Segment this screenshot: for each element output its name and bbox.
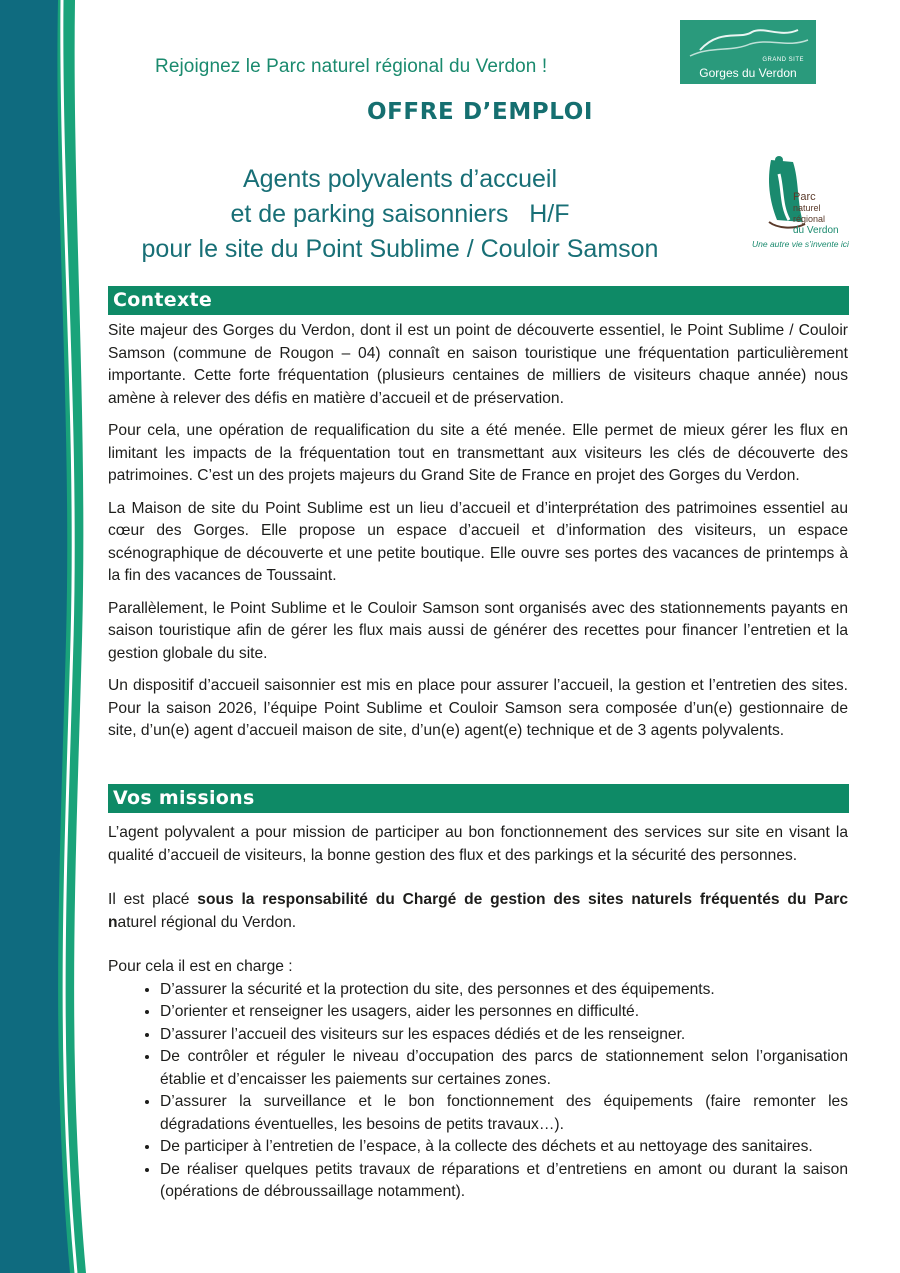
parc-name-line: naturel <box>793 203 821 213</box>
parc-name <box>793 192 839 236</box>
logo-grand-site-label: GRAND SITE <box>762 57 804 63</box>
missions-list <box>108 979 848 1204</box>
mission-item: • De réaliser quelques petits travaux de réparations et d’entretiens en amont ou durant la saison (opérations de débroussaillage notamment). <box>160 1159 848 1204</box>
mission-item: • D’assurer l’accueil des visiteurs sur les espaces dédiés et de les renseigner. <box>160 1024 848 1047</box>
charge-intro: Pour cela il est en charge : <box>108 958 293 975</box>
section-heading-missions: Vos missions <box>108 784 849 813</box>
contexte-paragraph: Parallèlement, le Point Sublime et le Couloir Samson sont organisés avec des stationnements payants en saison touristique afin de gérer les flux mais aussi de générer des recettes pour financer l’entretien et la gestion globale du site. <box>108 599 848 662</box>
mission-item: • D’assurer la sécurité et la protection du site, des personnes et des équipements. <box>160 979 848 1002</box>
offer-label: OFFRE D’EMPLOI <box>366 99 594 125</box>
logo-gorges-label: Gorges du Verdon <box>699 66 797 80</box>
job-title-line: pour le site du Point Sublime / Couloir Samson <box>141 235 659 263</box>
gorges-du-verdon-logo <box>680 20 816 84</box>
parc-motto: Une autre vie s’invente ici <box>752 239 849 249</box>
mission-item: • De contrôler et réguler le niveau d’occupation des parcs de stationnement selon l’organisation établie et d’encaisser les paiements sur certaines zones. <box>160 1046 848 1091</box>
job-title-line: et de parking saisonniers H/F <box>230 200 570 228</box>
mission-item: • D’assurer la surveillance et le bon fonctionnement des équipements (faire remonter les dégradations éventuelles, les besoins de petits travaux…). <box>160 1091 848 1136</box>
mission-item: • De participer à l’entretien de l’espace, à la collecte des déchets et au nettoyage des sanitaires. <box>160 1136 848 1159</box>
section-heading-contexte: Contexte <box>108 286 849 315</box>
placement-prefix: Il est placé <box>108 891 198 908</box>
header-tagline: Rejoignez le Parc naturel régional du Verdon ! <box>155 56 548 77</box>
contexte-paragraph: Site majeur des Gorges du Verdon, dont il est un point de découverte essentiel, le Point Sublime / Couloir Samson (commune de Rougon – 04) connaît en saison touristique une fréquentation particulièrement importante. Cette forte fréquentation (plusieurs centaines de milliers de visiteurs chaque année) nous amène à relever des défis en matière d’accueil et de préservation. <box>108 322 848 407</box>
missions-body <box>108 822 848 1204</box>
mountain-logo-icon <box>680 20 816 60</box>
job-title-line: Agents polyvalents d’accueil <box>242 165 558 193</box>
parc-name-line: Parc <box>793 191 816 203</box>
contexte-paragraph: Pour cela, une opération de requalification du site a été menée. Elle permet de mieux gérer les flux en limitant les impacts de la fréquentation tout en transmettant aux visiteurs les clés de découverte des patrimoines. C’est un des projets majeurs du Grand Site de France en projet des Gorges du Verdon. <box>108 422 848 484</box>
job-title <box>100 162 700 267</box>
mission-item: • D’orienter et renseigner les usagers, aider les personnes en difficulté. <box>160 1001 848 1024</box>
contexte-paragraph: La Maison de site du Point Sublime est un lieu d’accueil et d’interprétation des patrimoines essentiel au cœur des Gorges. Elle propose un espace d’accueil et d’information des visiteurs, un espace scénographique de découverte et une petite boutique. Elle ouvre ses portes des vacances de printemps à la fin des vacances de Toussaint. <box>108 499 848 584</box>
contexte-paragraph: Un dispositif d’accueil saisonnier est mis en place pour assurer l’accueil, la gestion et l’entretien des sites. Pour la saison 2026, l’équipe Point Sublime et Couloir Samson sera composée d’un(e) gestionnaire de site, d’un(e) agent d’accueil maison de site, d’un(e) agent(e) technique et de 3 agents polyvalents. <box>108 677 848 739</box>
placement-suffix: aturel régional du Verdon. <box>117 913 297 931</box>
contexte-body <box>108 320 848 753</box>
parc-verdon-logo <box>752 150 849 252</box>
missions-intro: L’agent polyvalent a pour mission de participer au bon fonctionnement des services sur site en visant la qualité d’accueil de visiteurs, la bonne gestion des flux et des parkings et la sécurité des personnes. <box>108 824 848 864</box>
placement-supervisor: sous la responsabilité du Chargé de gestion des sites naturels fréquentés du Parc n <box>108 891 848 931</box>
parc-name-line: du Verdon <box>793 225 839 236</box>
missions-placement <box>108 889 848 934</box>
parc-name-line: régional <box>793 214 826 224</box>
